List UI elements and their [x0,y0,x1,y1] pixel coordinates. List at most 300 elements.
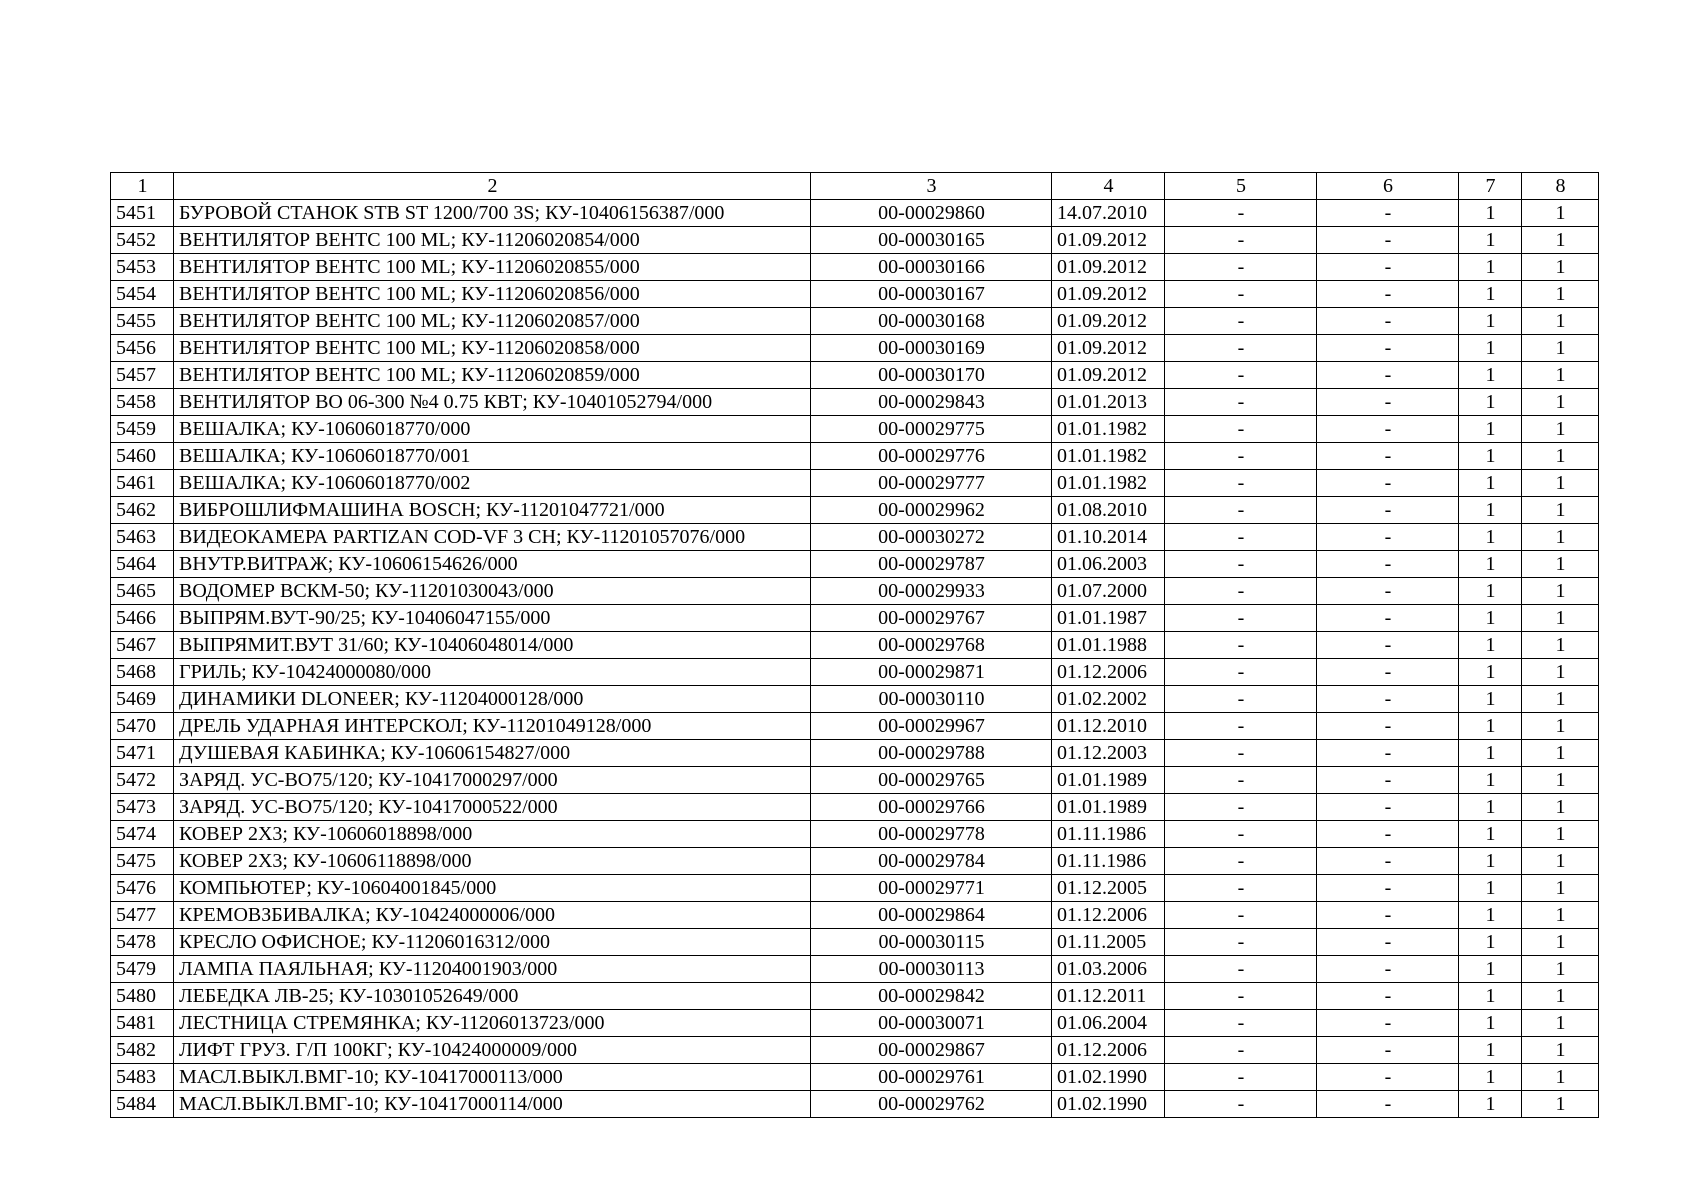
col7-cell: 1 [1459,632,1522,659]
date-cell: 01.11.1986 [1052,821,1165,848]
col7-cell: 1 [1459,200,1522,227]
header-row [111,173,1599,200]
col5-cell: - [1165,875,1317,902]
col8-cell: 1 [1522,1091,1599,1118]
row-number-cell: 5466 [111,605,174,632]
date-cell: 01.07.2000 [1052,578,1165,605]
date-cell: 01.02.1990 [1052,1064,1165,1091]
date-cell: 01.12.2006 [1052,902,1165,929]
row-number-cell: 5461 [111,470,174,497]
col7-cell: 1 [1459,1091,1522,1118]
col5-cell: - [1165,470,1317,497]
col8-cell: 1 [1522,470,1599,497]
row-number-cell: 5452 [111,227,174,254]
item-name-cell: ДУШЕВАЯ КАБИНКА; КУ-10606154827/000 [174,740,811,767]
inventory-code-cell: 00-00030272 [811,524,1052,551]
date-cell: 01.11.2005 [1052,929,1165,956]
inventory-code-cell: 00-00030169 [811,335,1052,362]
item-name-cell: ВЕНТИЛЯТОР ВО 06-300 №4 0.75 КВТ; КУ-10401052794/000 [174,389,811,416]
col8-cell: 1 [1522,281,1599,308]
col6-cell: - [1317,794,1459,821]
date-cell: 01.09.2012 [1052,308,1165,335]
column-header: 4 [1052,173,1165,200]
column-header: 3 [811,173,1052,200]
inventory-code-cell: 00-00029768 [811,632,1052,659]
inventory-code-cell: 00-00030110 [811,686,1052,713]
date-cell: 01.08.2010 [1052,497,1165,524]
row-number-cell: 5453 [111,254,174,281]
col6-cell: - [1317,1010,1459,1037]
date-cell: 01.01.1988 [1052,632,1165,659]
table-row [111,578,1599,605]
row-number-cell: 5472 [111,767,174,794]
inventory-table [110,172,1599,1118]
col8-cell: 1 [1522,524,1599,551]
col8-cell: 1 [1522,254,1599,281]
row-number-cell: 5484 [111,1091,174,1118]
date-cell: 01.09.2012 [1052,362,1165,389]
item-name-cell: КОВЕР 2Х3; КУ-10606118898/000 [174,848,811,875]
item-name-cell: ВЕШАЛКА; КУ-10606018770/001 [174,443,811,470]
col8-cell: 1 [1522,308,1599,335]
row-number-cell: 5457 [111,362,174,389]
inventory-code-cell: 00-00029867 [811,1037,1052,1064]
item-name-cell: ВОДОМЕР ВСКМ-50; КУ-11201030043/000 [174,578,811,605]
col8-cell: 1 [1522,497,1599,524]
inventory-code-cell: 00-00029777 [811,470,1052,497]
col8-cell: 1 [1522,848,1599,875]
row-number-cell: 5451 [111,200,174,227]
date-cell: 01.12.2006 [1052,1037,1165,1064]
col8-cell: 1 [1522,1064,1599,1091]
item-name-cell: ВЕНТИЛЯТОР ВЕНТС 100 ML; КУ-11206020858/000 [174,335,811,362]
table-row [111,821,1599,848]
date-cell: 01.01.1982 [1052,443,1165,470]
row-number-cell: 5480 [111,983,174,1010]
inventory-code-cell: 00-00030168 [811,308,1052,335]
col8-cell: 1 [1522,929,1599,956]
row-number-cell: 5482 [111,1037,174,1064]
item-name-cell: ВЫПРЯМ.ВУТ-90/25; КУ-10406047155/000 [174,605,811,632]
date-cell: 01.01.1989 [1052,767,1165,794]
column-header: 6 [1317,173,1459,200]
col8-cell: 1 [1522,389,1599,416]
date-cell: 01.01.1987 [1052,605,1165,632]
table-row [111,713,1599,740]
col5-cell: - [1165,254,1317,281]
item-name-cell: БУРОВОЙ СТАНОК STB ST 1200/700 3S; КУ-10406156387/000 [174,200,811,227]
col8-cell: 1 [1522,362,1599,389]
col5-cell: - [1165,281,1317,308]
inventory-code-cell: 00-00030165 [811,227,1052,254]
col6-cell: - [1317,821,1459,848]
item-name-cell: ЛАМПА ПАЯЛЬНАЯ; КУ-11204001903/000 [174,956,811,983]
col7-cell: 1 [1459,335,1522,362]
date-cell: 01.06.2004 [1052,1010,1165,1037]
row-number-cell: 5468 [111,659,174,686]
col7-cell: 1 [1459,659,1522,686]
row-number-cell: 5464 [111,551,174,578]
table-row [111,1010,1599,1037]
row-number-cell: 5467 [111,632,174,659]
col5-cell: - [1165,416,1317,443]
row-number-cell: 5469 [111,686,174,713]
date-cell: 01.09.2012 [1052,227,1165,254]
item-name-cell: ВЕШАЛКА; КУ-10606018770/000 [174,416,811,443]
date-cell: 01.09.2012 [1052,254,1165,281]
col8-cell: 1 [1522,416,1599,443]
inventory-code-cell: 00-00029933 [811,578,1052,605]
date-cell: 01.01.1989 [1052,794,1165,821]
col5-cell: - [1165,713,1317,740]
col6-cell: - [1317,254,1459,281]
row-number-cell: 5477 [111,902,174,929]
inventory-code-cell: 00-00029776 [811,443,1052,470]
col7-cell: 1 [1459,551,1522,578]
date-cell: 01.12.2003 [1052,740,1165,767]
inventory-code-cell: 00-00030115 [811,929,1052,956]
col5-cell: - [1165,929,1317,956]
col6-cell: - [1317,659,1459,686]
col8-cell: 1 [1522,227,1599,254]
col7-cell: 1 [1459,848,1522,875]
col5-cell: - [1165,794,1317,821]
table-row [111,1064,1599,1091]
row-number-cell: 5465 [111,578,174,605]
col6-cell: - [1317,335,1459,362]
inventory-code-cell: 00-00029762 [811,1091,1052,1118]
item-name-cell: ЗАРЯД. УС-ВО75/120; КУ-10417000522/000 [174,794,811,821]
inventory-code-cell: 00-00029843 [811,389,1052,416]
col7-cell: 1 [1459,1010,1522,1037]
item-name-cell: ВЕНТИЛЯТОР ВЕНТС 100 ML; КУ-11206020854/000 [174,227,811,254]
col7-cell: 1 [1459,686,1522,713]
col5-cell: - [1165,983,1317,1010]
inventory-code-cell: 00-00029761 [811,1064,1052,1091]
item-name-cell: КРЕСЛО ОФИСНОЕ; КУ-11206016312/000 [174,929,811,956]
col8-cell: 1 [1522,875,1599,902]
col6-cell: - [1317,848,1459,875]
col8-cell: 1 [1522,551,1599,578]
col6-cell: - [1317,1037,1459,1064]
col6-cell: - [1317,200,1459,227]
col7-cell: 1 [1459,902,1522,929]
table-row [111,551,1599,578]
date-cell: 01.12.2010 [1052,713,1165,740]
date-cell: 01.01.1982 [1052,470,1165,497]
col8-cell: 1 [1522,902,1599,929]
inventory-code-cell: 00-00029967 [811,713,1052,740]
col5-cell: - [1165,308,1317,335]
col6-cell: - [1317,686,1459,713]
column-header: 8 [1522,173,1599,200]
date-cell: 01.11.1986 [1052,848,1165,875]
col6-cell: - [1317,497,1459,524]
col6-cell: - [1317,551,1459,578]
col8-cell: 1 [1522,200,1599,227]
col7-cell: 1 [1459,443,1522,470]
col5-cell: - [1165,1064,1317,1091]
table-row [111,335,1599,362]
col5-cell: - [1165,740,1317,767]
col5-cell: - [1165,821,1317,848]
date-cell: 01.12.2005 [1052,875,1165,902]
col5-cell: - [1165,362,1317,389]
col6-cell: - [1317,605,1459,632]
col5-cell: - [1165,335,1317,362]
row-number-cell: 5463 [111,524,174,551]
col5-cell: - [1165,227,1317,254]
col7-cell: 1 [1459,875,1522,902]
col7-cell: 1 [1459,497,1522,524]
column-header: 5 [1165,173,1317,200]
inventory-code-cell: 00-00029765 [811,767,1052,794]
inventory-code-cell: 00-00029788 [811,740,1052,767]
date-cell: 01.10.2014 [1052,524,1165,551]
inventory-code-cell: 00-00029787 [811,551,1052,578]
col7-cell: 1 [1459,524,1522,551]
table-row [111,605,1599,632]
col6-cell: - [1317,767,1459,794]
table-row [111,740,1599,767]
date-cell: 01.12.2011 [1052,983,1165,1010]
col5-cell: - [1165,578,1317,605]
table-row [111,983,1599,1010]
col7-cell: 1 [1459,794,1522,821]
row-number-cell: 5478 [111,929,174,956]
col7-cell: 1 [1459,362,1522,389]
inventory-code-cell: 00-00029842 [811,983,1052,1010]
date-cell: 14.07.2010 [1052,200,1165,227]
col8-cell: 1 [1522,1010,1599,1037]
date-cell: 01.01.1982 [1052,416,1165,443]
col8-cell: 1 [1522,1037,1599,1064]
col5-cell: - [1165,443,1317,470]
inventory-code-cell: 00-00029871 [811,659,1052,686]
col6-cell: - [1317,362,1459,389]
col8-cell: 1 [1522,659,1599,686]
column-header: 1 [111,173,174,200]
row-number-cell: 5473 [111,794,174,821]
item-name-cell: ВЫПРЯМИТ.ВУТ 31/60; КУ-10406048014/000 [174,632,811,659]
col8-cell: 1 [1522,335,1599,362]
col7-cell: 1 [1459,605,1522,632]
col7-cell: 1 [1459,470,1522,497]
col7-cell: 1 [1459,578,1522,605]
col6-cell: - [1317,308,1459,335]
date-cell: 01.01.2013 [1052,389,1165,416]
inventory-code-cell: 00-00030170 [811,362,1052,389]
col8-cell: 1 [1522,794,1599,821]
col7-cell: 1 [1459,956,1522,983]
inventory-code-cell: 00-00030113 [811,956,1052,983]
row-number-cell: 5456 [111,335,174,362]
col7-cell: 1 [1459,416,1522,443]
col5-cell: - [1165,632,1317,659]
inventory-code-cell: 00-00029775 [811,416,1052,443]
item-name-cell: ВИДЕОКАМЕРА PARTIZAN COD-VF 3 CH; КУ-11201057076/000 [174,524,811,551]
inventory-code-cell: 00-00029767 [811,605,1052,632]
inventory-code-cell: 00-00030167 [811,281,1052,308]
date-cell: 01.02.2002 [1052,686,1165,713]
table-row [111,902,1599,929]
table-row [111,875,1599,902]
col7-cell: 1 [1459,713,1522,740]
table-row [111,794,1599,821]
item-name-cell: МАСЛ.ВЫКЛ.ВМГ-10; КУ-10417000113/000 [174,1064,811,1091]
col8-cell: 1 [1522,740,1599,767]
inventory-code-cell: 00-00029778 [811,821,1052,848]
date-cell: 01.09.2012 [1052,281,1165,308]
table-row [111,1037,1599,1064]
item-name-cell: ГРИЛЬ; КУ-10424000080/000 [174,659,811,686]
inventory-code-cell: 00-00029962 [811,497,1052,524]
col7-cell: 1 [1459,740,1522,767]
col6-cell: - [1317,416,1459,443]
col6-cell: - [1317,956,1459,983]
col7-cell: 1 [1459,821,1522,848]
item-name-cell: ВИБРОШЛИФМАШИНА BOSCH; КУ-11201047721/000 [174,497,811,524]
row-number-cell: 5474 [111,821,174,848]
date-cell: 01.02.1990 [1052,1091,1165,1118]
row-number-cell: 5462 [111,497,174,524]
table-row [111,659,1599,686]
col6-cell: - [1317,632,1459,659]
row-number-cell: 5454 [111,281,174,308]
col8-cell: 1 [1522,956,1599,983]
row-number-cell: 5458 [111,389,174,416]
table-row [111,767,1599,794]
col8-cell: 1 [1522,767,1599,794]
col6-cell: - [1317,227,1459,254]
date-cell: 01.09.2012 [1052,335,1165,362]
col8-cell: 1 [1522,713,1599,740]
item-name-cell: ЛИФТ ГРУЗ. Г/П 100КГ; КУ-10424000009/000 [174,1037,811,1064]
col7-cell: 1 [1459,227,1522,254]
table-row [111,929,1599,956]
row-number-cell: 5459 [111,416,174,443]
col7-cell: 1 [1459,1037,1522,1064]
col6-cell: - [1317,740,1459,767]
col5-cell: - [1165,497,1317,524]
col5-cell: - [1165,1037,1317,1064]
row-number-cell: 5483 [111,1064,174,1091]
col6-cell: - [1317,1064,1459,1091]
col5-cell: - [1165,551,1317,578]
row-number-cell: 5481 [111,1010,174,1037]
table-body [111,173,1599,1118]
col8-cell: 1 [1522,983,1599,1010]
col6-cell: - [1317,1091,1459,1118]
inventory-code-cell: 00-00030071 [811,1010,1052,1037]
table-row [111,362,1599,389]
col5-cell: - [1165,848,1317,875]
table-row [111,524,1599,551]
table-row [111,389,1599,416]
item-name-cell: ЗАРЯД. УС-ВО75/120; КУ-10417000297/000 [174,767,811,794]
col5-cell: - [1165,524,1317,551]
col5-cell: - [1165,389,1317,416]
item-name-cell: ВЕНТИЛЯТОР ВЕНТС 100 ML; КУ-11206020856/000 [174,281,811,308]
col6-cell: - [1317,929,1459,956]
item-name-cell: ВЕНТИЛЯТОР ВЕНТС 100 ML; КУ-11206020855/000 [174,254,811,281]
item-name-cell: ДРЕЛЬ УДАРНАЯ ИНТЕРСКОЛ; КУ-11201049128/000 [174,713,811,740]
item-name-cell: ВЕНТИЛЯТОР ВЕНТС 100 ML; КУ-11206020859/000 [174,362,811,389]
row-number-cell: 5471 [111,740,174,767]
col6-cell: - [1317,875,1459,902]
col7-cell: 1 [1459,929,1522,956]
row-number-cell: 5476 [111,875,174,902]
col5-cell: - [1165,1010,1317,1037]
col7-cell: 1 [1459,767,1522,794]
date-cell: 01.06.2003 [1052,551,1165,578]
col5-cell: - [1165,686,1317,713]
inventory-code-cell: 00-00029771 [811,875,1052,902]
item-name-cell: МАСЛ.ВЫКЛ.ВМГ-10; КУ-10417000114/000 [174,1091,811,1118]
item-name-cell: ВЕШАЛКА; КУ-10606018770/002 [174,470,811,497]
table-row [111,281,1599,308]
table-row [111,254,1599,281]
col8-cell: 1 [1522,578,1599,605]
column-header: 7 [1459,173,1522,200]
table-row [111,848,1599,875]
row-number-cell: 5460 [111,443,174,470]
col5-cell: - [1165,605,1317,632]
item-name-cell: КОВЕР 2Х3; КУ-10606018898/000 [174,821,811,848]
col8-cell: 1 [1522,443,1599,470]
table-row [111,416,1599,443]
row-number-cell: 5475 [111,848,174,875]
column-header: 2 [174,173,811,200]
row-number-cell: 5479 [111,956,174,983]
inventory-code-cell: 00-00029860 [811,200,1052,227]
item-name-cell: ВЕНТИЛЯТОР ВЕНТС 100 ML; КУ-11206020857/000 [174,308,811,335]
item-name-cell: КОМПЬЮТЕР; КУ-10604001845/000 [174,875,811,902]
col7-cell: 1 [1459,281,1522,308]
item-name-cell: ЛЕБЕДКА ЛВ-25; КУ-10301052649/000 [174,983,811,1010]
col5-cell: - [1165,659,1317,686]
table-row [111,686,1599,713]
col5-cell: - [1165,767,1317,794]
col6-cell: - [1317,470,1459,497]
inventory-code-cell: 00-00029784 [811,848,1052,875]
col5-cell: - [1165,200,1317,227]
col8-cell: 1 [1522,605,1599,632]
inventory-code-cell: 00-00029864 [811,902,1052,929]
col7-cell: 1 [1459,254,1522,281]
col7-cell: 1 [1459,389,1522,416]
col8-cell: 1 [1522,686,1599,713]
col8-cell: 1 [1522,632,1599,659]
table-row [111,1091,1599,1118]
table-row [111,200,1599,227]
item-name-cell: КРЕМОВЗБИВАЛКА; КУ-10424000006/000 [174,902,811,929]
row-number-cell: 5455 [111,308,174,335]
table-row [111,497,1599,524]
inventory-code-cell: 00-00029766 [811,794,1052,821]
row-number-cell: 5470 [111,713,174,740]
inventory-code-cell: 00-00030166 [811,254,1052,281]
col5-cell: - [1165,902,1317,929]
col5-cell: - [1165,1091,1317,1118]
table-row [111,443,1599,470]
table-row [111,308,1599,335]
col7-cell: 1 [1459,983,1522,1010]
col6-cell: - [1317,902,1459,929]
col6-cell: - [1317,983,1459,1010]
table-row [111,956,1599,983]
item-name-cell: ВНУТР.ВИТРАЖ; КУ-10606154626/000 [174,551,811,578]
